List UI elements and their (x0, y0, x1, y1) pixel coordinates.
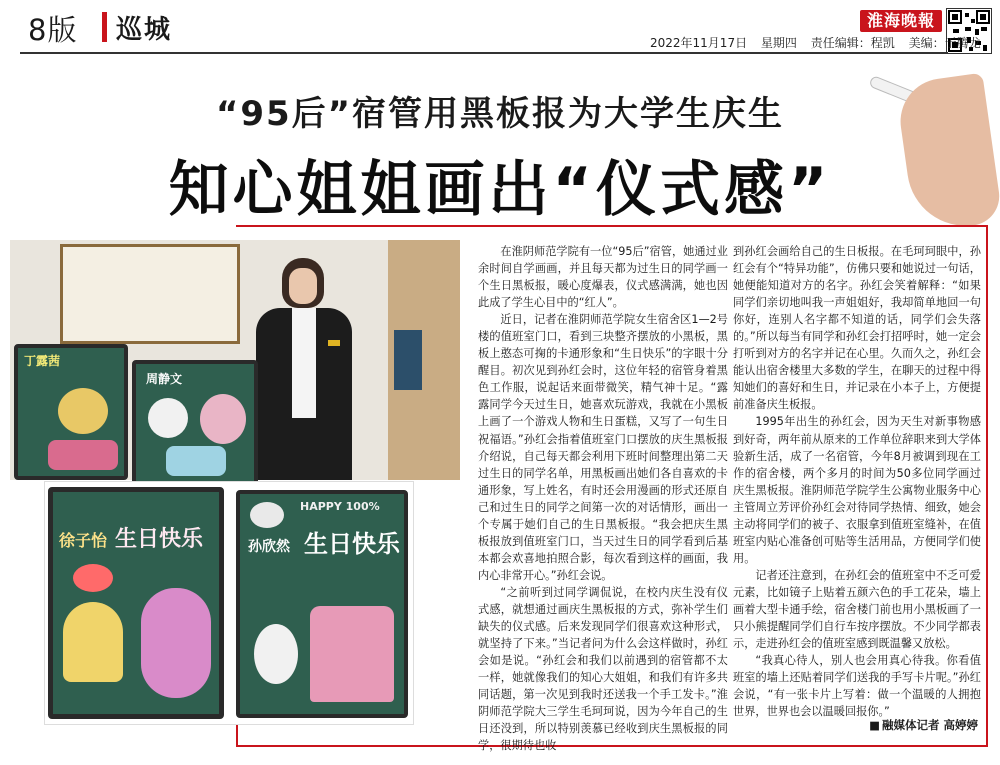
article-paragraph: “之前听到过同学调侃说，在校内庆生没有仪式感，就想通过画庆生黑板报的方式，弥补学生们缺失的仪式感。后来发现同学们很喜欢这种形式，就坚持了下来。”当记者问为什么会这样做时，孙红会如是说。“孙红会和我们以前遇到的宿管都不太一样，她就像我们的知心大姐姐，和我们有许多共同话题，第一次见到我时还送我一个手工发卡。”淮阴师范学院大三学生毛珂珂说，因为今年自己的生日还没到，所以特别羡慕已经收到庆生黑板报的同学，很期待也收 (478, 585, 728, 753)
article-paragraph: 近日，记者在淮阴师范学院女生宿舍区1—2号楼的值班室门口，看到三块整齐摆放的小黑板，黑板上憨态可掬的卡通形象和“生日快乐”的字眼十分醒目。初次见到孙红会时，这位年轻的宿管身着黑色工作服，说起话来面带微笑，精气神十足。“露露同学今天过生日，她喜欢玩游戏，我就在小黑板上画了一个游戏人物和生日蛋糕，又写了一句生日祝福语。”孙红会指着值班室门口摆放的庆生黑板报介绍说，自己每天都会利用下班时间整理出第二天过生日的同学名单，用黑板画出她们各自喜欢的卡通形象，写上姓名，有时还会用漫画的形式还原自己和过生日的同学之间第一次的对话情形，画出一个专属于她们自己的生日黑板报。“我会把庆生黑板报放到值班室门口，当天过生日的同学看到后基本都会欢喜地拍照合影，每次看到这样的画面，我内心非常开心。”孙红会说。 (478, 313, 728, 582)
chalkboard-2 (132, 360, 258, 486)
firework-doodle (73, 564, 113, 592)
chalkboard-3-title: 生日快乐 (115, 527, 204, 552)
frame-top-line (236, 225, 988, 227)
section-name: 巡城 (116, 15, 173, 45)
chalkboard-4-title: 生日快乐 (304, 530, 400, 558)
header-rule (20, 52, 948, 54)
notice-board (60, 244, 240, 344)
cake-doodle (63, 602, 123, 682)
article-column-2 (733, 243, 981, 720)
chalkboard-1-name: 丁露茜 (24, 354, 61, 368)
newspaper-logo: 淮海晚報 (860, 10, 942, 32)
person-face (289, 268, 317, 304)
cat-doodle (148, 398, 188, 438)
issue-meta (650, 34, 991, 51)
chalkboard-4 (236, 490, 408, 718)
chalkboard-3-name: 徐子怡 (59, 531, 108, 550)
article-paragraph: 1995年出生的孙红会，因为天生对新事物感到好奇，两年前从原来的工作单位辞职来到大学体验新生活，成了一名宿管，今年8月被调到现在工作的宿舍楼，两个多月的时间为50多位同学画过庆生黑板报。淮阴师范学院学生公寓物业服务中心主管周立芳评价孙红会对待同学热情、细致，她会主动将同学们的被子、衣服拿到值班室缝补，在值班室内贴心准备创可贴等生活用品，方便同学们使用。 (733, 415, 981, 565)
person-shirt (292, 308, 316, 418)
headline-title: 知心姐姐画出“仪式感” (168, 155, 832, 225)
frame-right-line (986, 225, 988, 745)
tiered-cake-doodle (310, 606, 394, 702)
door-panel (394, 330, 422, 390)
bunny-doodle (254, 624, 298, 684)
byline: ■ 融媒体记者 高婷婷 (869, 717, 978, 733)
issue-weekday: 星期四 (760, 36, 797, 50)
article-paragraph: 记者还注意到，在孙红会的值班室中不乏可爱元素，比如镜子上贴着五颜六色的手工花朵，墙上画着大型卡通手绘，宿舍楼门前也用小黑板画了一只小熊提醒同学们自行车按序摆放。不少同学都表示，走进孙红会的值班室感到既温馨又放松。 (733, 568, 981, 651)
chalkboard-4-header: HAPPY 100% (300, 500, 380, 513)
cake-doodle (48, 440, 118, 470)
chalkboard-1 (14, 344, 128, 480)
gift-doodle (166, 446, 226, 476)
bunny-head-doodle (250, 502, 284, 528)
page-number: 8版 (28, 13, 78, 47)
article-column-1 (478, 243, 728, 754)
article-paragraph: “我真心待人，别人也会用真心待我。你看值班室的墙上还贴着同学们送我的手写卡片呢。”孙红会说，“有一张卡片上写着：做一个温暖的人拥抱世界，世界也会以温暖回报你。” (733, 654, 981, 719)
bunny-doodle (141, 588, 211, 698)
article-paragraph: 到孙红会画给自己的生日板报。在毛珂珂眼中，孙红会有个“特异功能”，仿佛只要和她说过一句话，她便能知道对方的名字。孙红会笑着解释：“如果同学们亲切地叫我一声姐姐好，我却简单地回一句你好，连别人名字都不知道的话，同学们会失落的。”所以每当有同学和孙红会打招呼时，她一定会打听到对方的名字并记在心里。久而久之，孙红会能认出宿舍楼里大多数的学生，在聊天的过程中得知她们的喜好和生日，并记录在小本子上，方便提前准备庆生板报。 (733, 245, 981, 412)
name-badge (328, 340, 340, 346)
issue-date: 2022年11月17日 (650, 36, 748, 50)
fox-doodle (200, 394, 246, 444)
chalkboard-2-name: 周静文 (146, 372, 183, 386)
article-paragraph: 在淮阴师范学院有一位“95后”宿管，她通过业余时间自学画画，并且每天都为过生日的同学画一个生日黑板报，暖心度爆表，仪式感满满，她也因此成了学生心目中的“红人”。 (478, 245, 728, 310)
responsible-editor: 责任编辑：程凯 (810, 36, 895, 50)
art-editor: 美编：于腾龙 (908, 36, 981, 50)
cartoon-doodle (58, 388, 108, 434)
chalkboard-3 (48, 487, 224, 719)
headline-subtitle: “95后”宿管用黑板报为大学生庆生 (215, 94, 784, 134)
chalkboard-4-name: 孙欣然 (248, 539, 290, 555)
section-divider (102, 12, 107, 42)
